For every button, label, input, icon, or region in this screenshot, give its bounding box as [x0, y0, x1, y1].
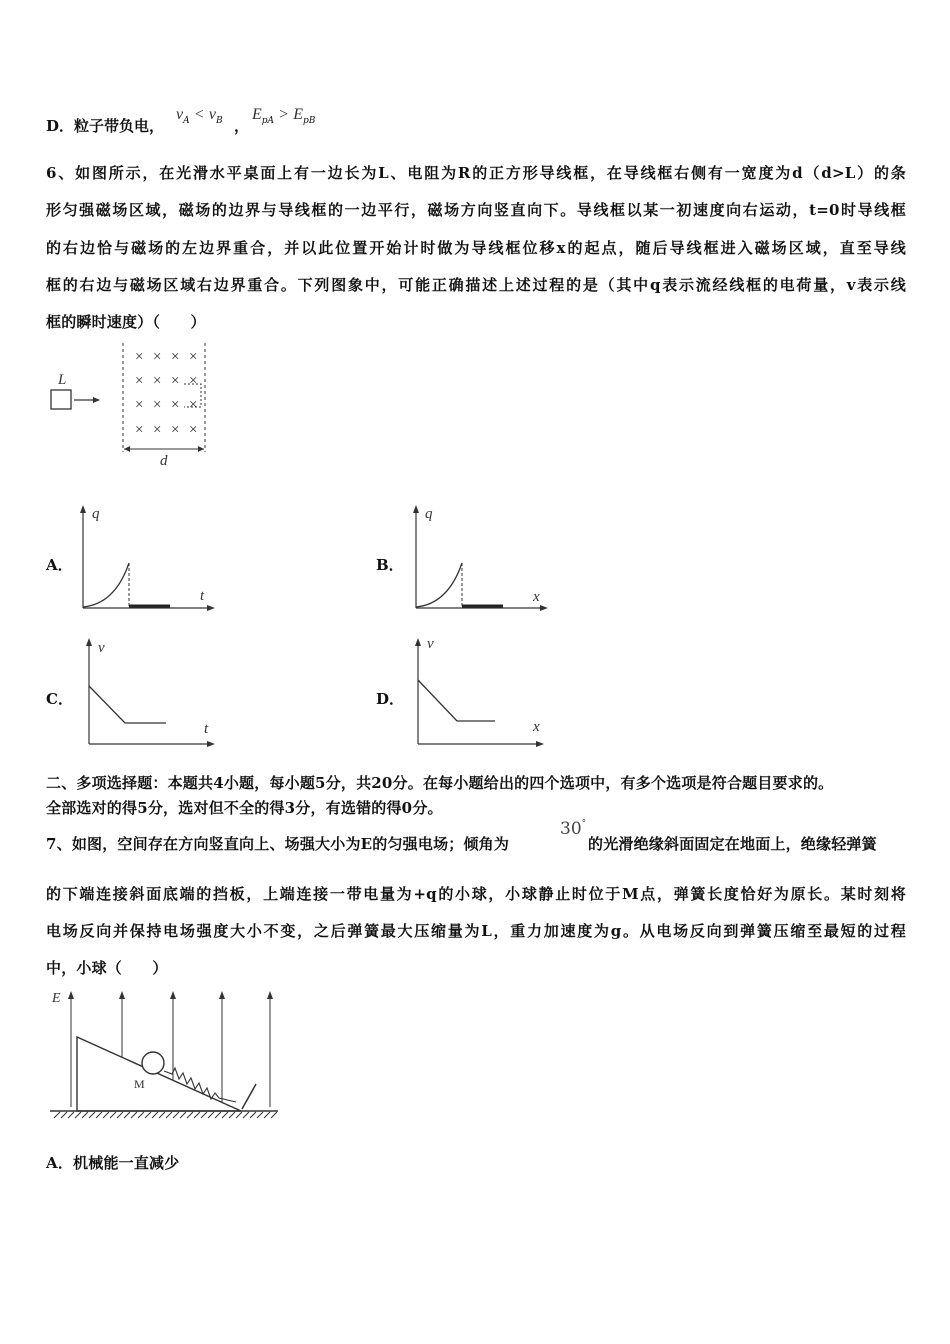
- q5-option-d: [46, 115, 164, 136]
- q6-field-cross-mark: ×: [171, 349, 180, 365]
- q7-hatch-line: [68, 1112, 74, 1118]
- q6-width-arrow-left: [124, 446, 130, 452]
- q7-hatch-line: [145, 1112, 151, 1118]
- q5-comma: ，: [234, 117, 250, 135]
- q6-field-cross-mark: ×: [135, 397, 144, 413]
- q6-option-b-label: B．: [376, 556, 404, 574]
- section2-line-1: 二、多项选择题：本题共4小题，每小题5分，共20分。在每小题给出的四个选项中，有多个选项是符合题目要求的。: [46, 774, 834, 792]
- q6-option-a-graph: [70, 500, 220, 615]
- q6-field-figure: [44, 340, 224, 470]
- q5-option-d-label: D．粒子带负电，: [46, 117, 165, 135]
- q6-a-curve: [83, 563, 129, 607]
- q6-b-y-arrow: [413, 505, 419, 513]
- q6-field-cross-mark: ×: [153, 397, 162, 413]
- q6-line-2: 形匀强磁场区域，磁场的边界与导线框的一边平行，磁场方向竖直向下。导线框以某一初速度向右运动，t=0时导线框: [46, 201, 906, 219]
- q5-formula-energy: $E_{pA} > E_{pB}$: [252, 106, 316, 126]
- q7-hatch-line: [264, 1112, 270, 1118]
- q7-hatch-line: [61, 1112, 67, 1118]
- q6-width-label: d: [160, 453, 168, 469]
- q6-d-curve: [418, 680, 495, 721]
- q6-line-3: 的右边恰与磁场的左边界重合，并以此位置开始计时做为导线框位移x的起点，随后导线框进入磁场区域，直至导线: [46, 239, 906, 257]
- q7-field-arrow-4: [219, 991, 225, 999]
- q7-hatch-line: [215, 1112, 221, 1118]
- q7-hatch-line: [152, 1112, 158, 1118]
- q6-frame-label: L: [58, 372, 67, 388]
- q6-field-cross-mark: ×: [171, 373, 180, 389]
- q7-hatch-line: [194, 1112, 200, 1118]
- q6-field-cross-mark: ×: [171, 422, 180, 438]
- q6-c-curve: [89, 686, 166, 723]
- q6-a-y-label: q: [92, 506, 100, 522]
- q7-hatch-line: [208, 1112, 214, 1118]
- q7-hatch-line: [159, 1112, 165, 1118]
- q7-line-1-post: 的光滑绝缘斜面固定在地面上，绝缘轻弹簧: [588, 835, 877, 853]
- q7-figure: [46, 985, 286, 1125]
- q6-d-x-arrow: [536, 741, 544, 747]
- q6-b-curve: [416, 563, 462, 607]
- q6-line-1: 6、如图所示，在光滑水平桌面上有一边长为L、电阻为R的正方形导线框，在导线框右侧有一宽度为d（d>L）的条: [46, 164, 906, 182]
- q6-field-cross-mark: ×: [135, 349, 144, 365]
- q7-hatch-line: [229, 1112, 235, 1118]
- q7-field-arrow-2: [119, 991, 125, 999]
- q7-hatch-line: [166, 1112, 172, 1118]
- q6-field-cross-mark: ×: [153, 373, 162, 389]
- q6-a-x-arrow: [207, 605, 215, 611]
- q7-hatch-line: [243, 1112, 249, 1118]
- q7-hatch-line: [124, 1112, 130, 1118]
- q6-field-cross-mark: ×: [189, 373, 198, 389]
- q6-d-y-arrow: [415, 638, 421, 646]
- q7-hatch-line: [54, 1112, 60, 1118]
- q6-b-y-label: q: [425, 506, 433, 522]
- q7-ball: [142, 1052, 164, 1074]
- q7-field-arrow-5: [267, 991, 273, 999]
- q6-option-d-graph: [405, 632, 555, 752]
- q6-line-4: 框的右边与磁场区域右边界重合。下列图象中，可能正确描述上述过程的是（其中q表示流经线框的电荷量，v表示线: [46, 276, 906, 294]
- q6-field-cross-mark: ×: [171, 397, 180, 413]
- q6-field-cross-mark: ×: [189, 422, 198, 438]
- q7-hatch-line: [180, 1112, 186, 1118]
- q7-hatch-line: [82, 1112, 88, 1118]
- q7-incline: [77, 1037, 241, 1111]
- q7-hatch-line: [131, 1112, 137, 1118]
- q7-ground-hatch: [54, 1112, 277, 1118]
- q7-hatch-line: [89, 1112, 95, 1118]
- q7-option-a: A．机械能一直减少: [46, 1154, 180, 1172]
- q6-b-x-label: x: [533, 589, 540, 605]
- q6-d-y-label: v: [427, 636, 434, 652]
- q6-field-marks: [135, 349, 197, 438]
- q6-c-y-arrow: [86, 638, 92, 646]
- q5-formula-velocity: $v_A < v_B$: [176, 106, 223, 126]
- q7-field-label: E: [52, 991, 61, 1006]
- q7-hatch-line: [236, 1112, 242, 1118]
- q6-field-cross-mark: ×: [135, 422, 144, 438]
- q6-c-y-label: v: [98, 640, 105, 656]
- q7-hatch-line: [138, 1112, 144, 1118]
- q7-angle: 30°: [560, 819, 587, 839]
- q6-option-c-graph: [76, 632, 226, 752]
- q7-line-1-pre: 7、如图，空间存在方向竖直向上、场强大小为E的匀强电场；倾角为: [46, 835, 510, 853]
- q6-line-5: 框的瞬时速度）（ ）: [46, 313, 206, 331]
- section2-line-2: 全部选对的得5分，选对但不全的得3分，有选错的得0分。: [46, 799, 443, 817]
- q6-option-c-label: C．: [46, 690, 73, 708]
- q7-hatch-line: [271, 1112, 277, 1118]
- q6-c-x-label: t: [204, 721, 209, 737]
- q7-hatch-line: [187, 1112, 193, 1118]
- q7-hatch-line: [201, 1112, 207, 1118]
- q6-wire-frame: [51, 390, 71, 409]
- q6-option-b-graph: [403, 500, 553, 615]
- q7-hatch-line: [117, 1112, 123, 1118]
- q6-d-x-label: x: [533, 719, 540, 735]
- q7-hatch-line: [173, 1112, 179, 1118]
- q7-line-2: 的下端连接斜面底端的挡板，上端连接一带电量为+q的小球，小球静止时位于M点，弹簧长度恰好为原长。某时刻将: [46, 885, 906, 903]
- q7-hatch-line: [110, 1112, 116, 1118]
- q7-hatch-line: [250, 1112, 256, 1118]
- q6-field-cross-mark: ×: [189, 349, 198, 365]
- q7-hatch-line: [75, 1112, 81, 1118]
- q6-a-y-arrow: [80, 505, 86, 513]
- q7-line-3: 电场反向并保持电场强度大小不变，之后弹簧最大压缩量为L，重力加速度为g。从电场反向到弹簧压缩至最短的过程: [46, 922, 906, 940]
- q6-velocity-arrowhead: [93, 397, 100, 403]
- q6-option-a-label: A．: [46, 556, 73, 574]
- q6-field-cross-mark: ×: [135, 373, 144, 389]
- q7-hatch-line: [222, 1112, 228, 1118]
- q7-hatch-line: [257, 1112, 263, 1118]
- q7-line-4: 中，小球（ ）: [46, 959, 168, 977]
- q7-field-arrow-1: [68, 991, 74, 999]
- q6-a-x-label: t: [200, 588, 205, 604]
- q7-field-arrow-3: [170, 991, 176, 999]
- q7-stopper: [242, 1084, 256, 1109]
- q6-field-cross-mark: ×: [153, 349, 162, 365]
- q6-b-x-arrow: [540, 605, 548, 611]
- q6-width-arrow-right: [198, 446, 204, 452]
- q7-point-label: M: [134, 1077, 145, 1091]
- q6-option-d-label: D．: [376, 690, 405, 708]
- q7-hatch-line: [96, 1112, 102, 1118]
- q7-hatch-line: [103, 1112, 109, 1118]
- q6-c-x-arrow: [207, 741, 215, 747]
- q6-field-cross-mark: ×: [153, 422, 162, 438]
- q6-field-cross-mark: ×: [189, 397, 198, 413]
